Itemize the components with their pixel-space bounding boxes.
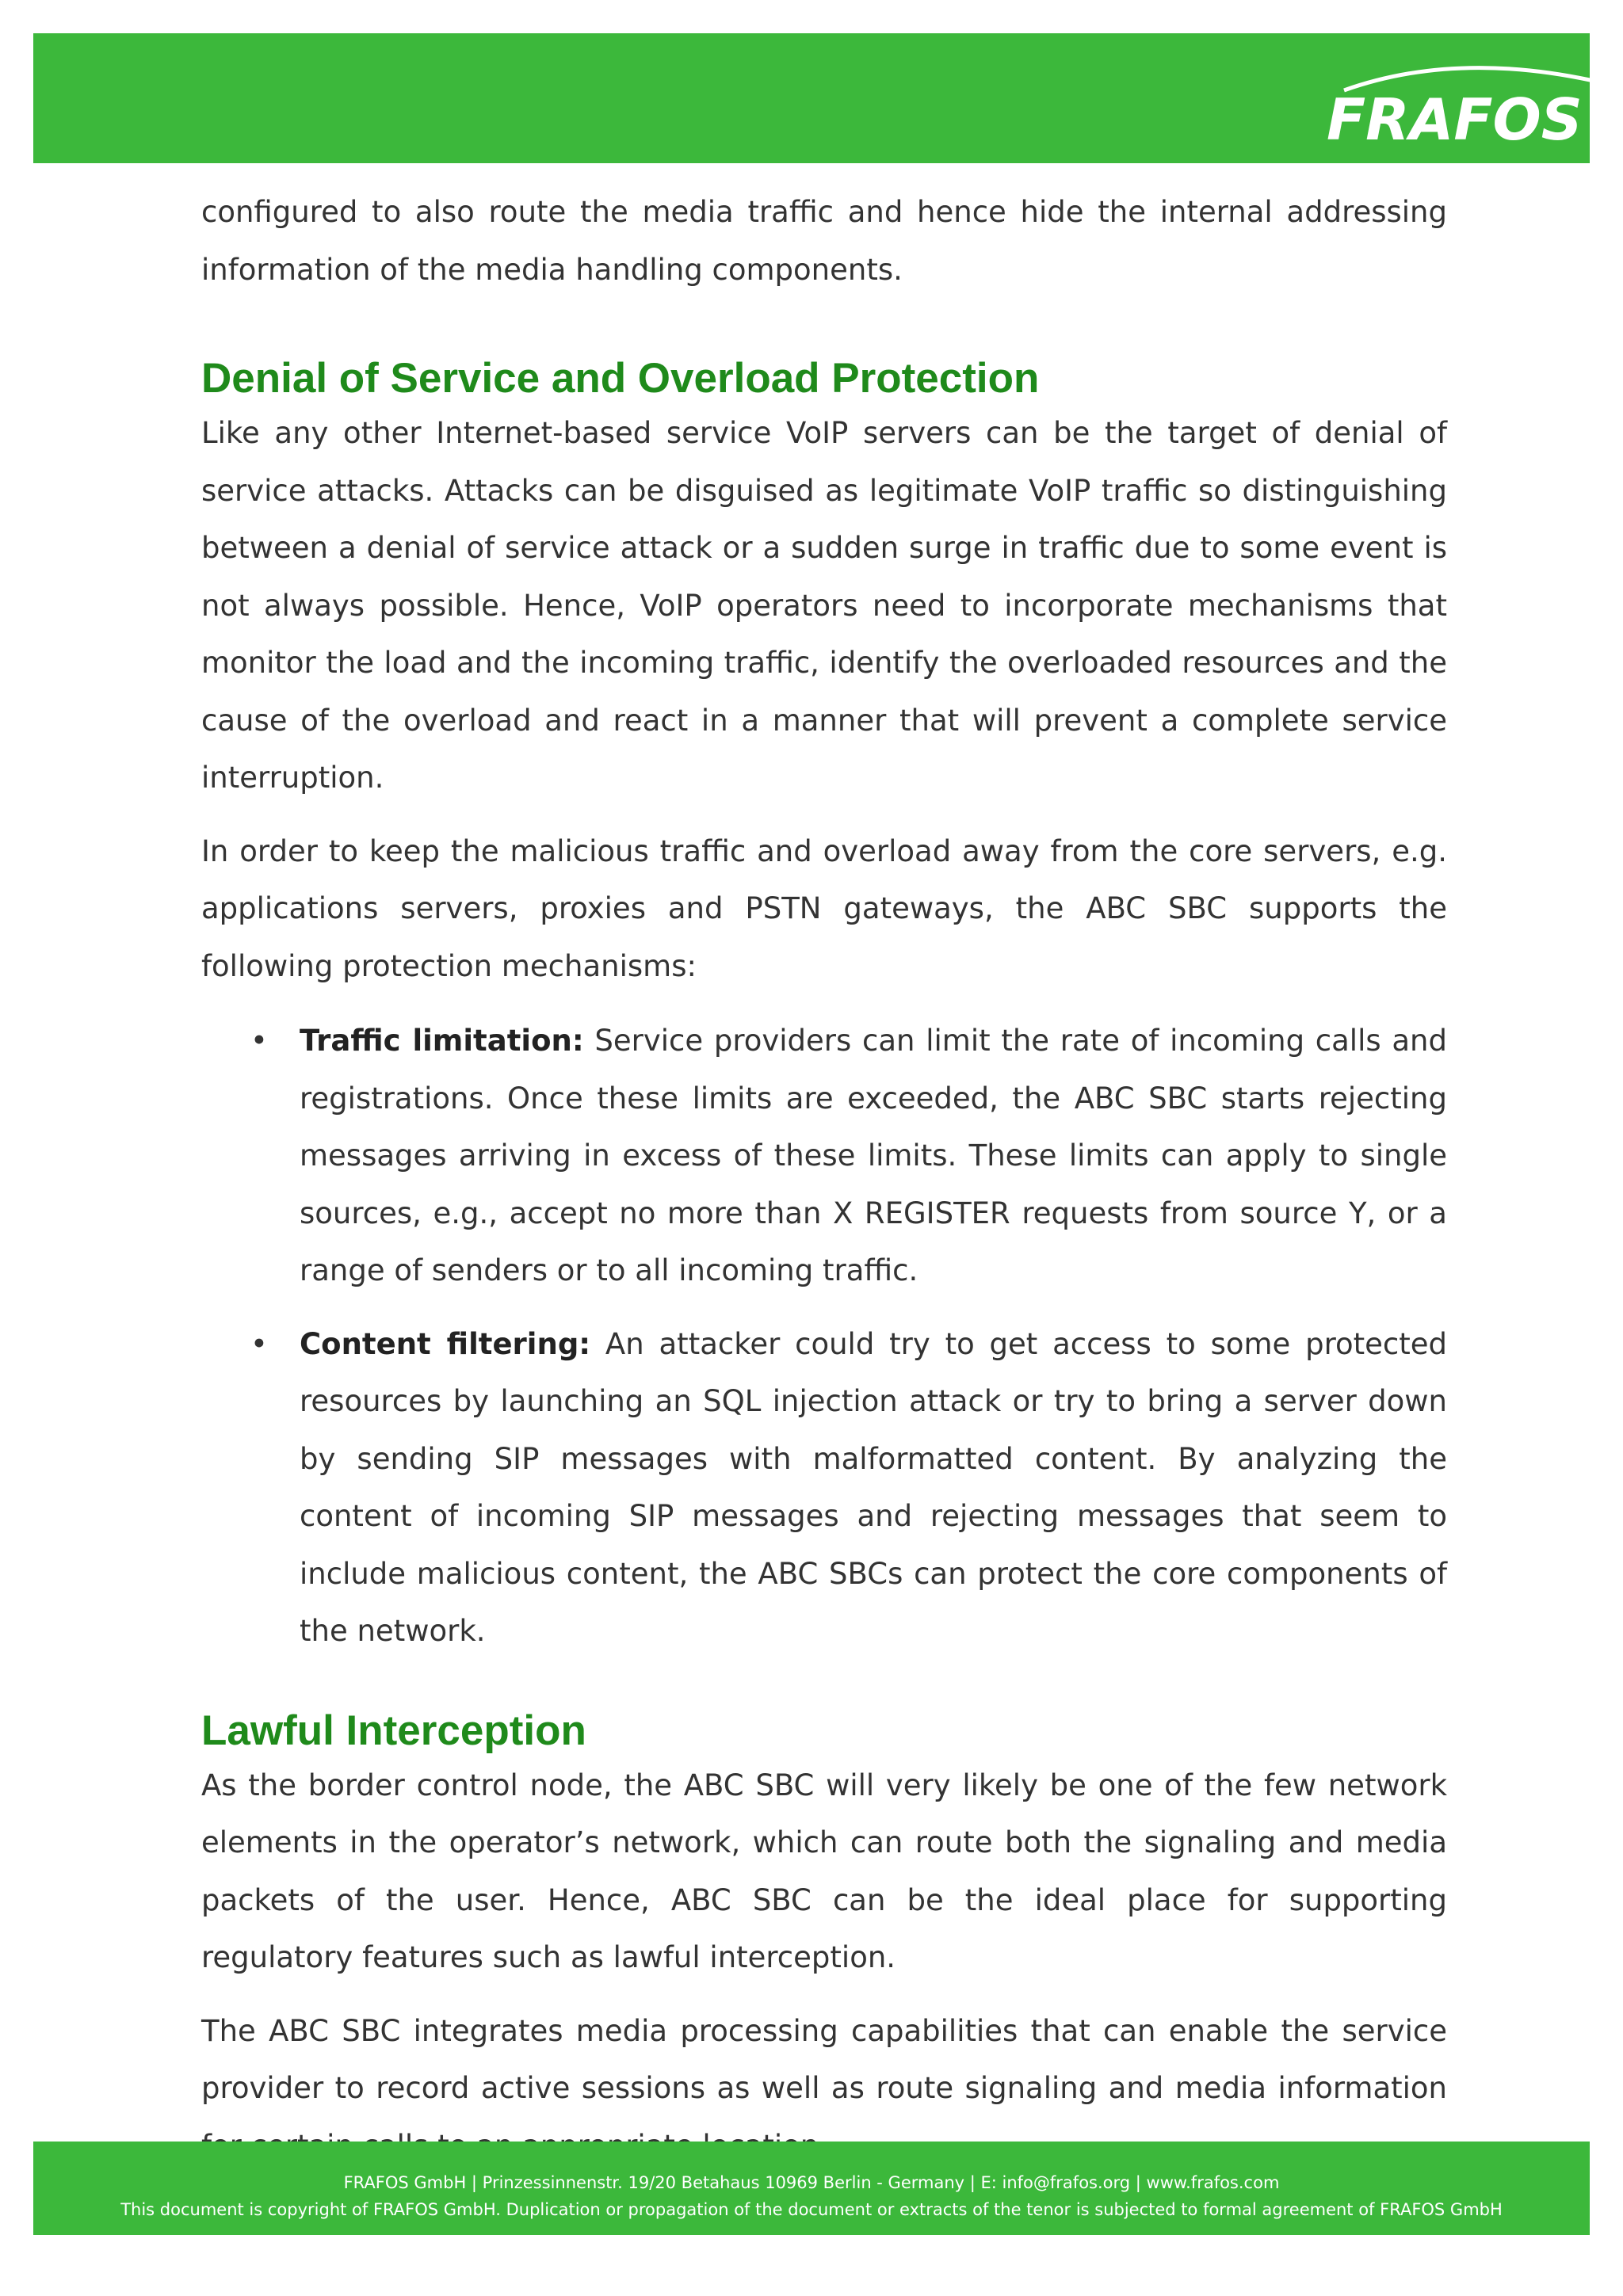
bullet-icon: • — [250, 1326, 268, 1361]
frafos-logo — [1320, 57, 1590, 152]
footer-copyright-line: This document is copyright of FRAFOS GmbH. Duplication or propagation of the document or extracts of the tenor is subjected to formal agreement of FRAFOS GmbH — [120, 2200, 1503, 2219]
heading-denial-of-service: Denial of Service and Overload Protection — [201, 355, 1040, 402]
bullet-term: Traffic limitation: — [300, 1024, 584, 1058]
header-bar — [33, 33, 1590, 163]
dos-paragraph-1: Like any other Internet-based service VoIP servers can be the target of denial of service attacks. Attacks can be disguised as legitimate VoIP traffic so distinguishing between a denial of service attack or a sudden surge in traffic due to some event is not always possible. Hence, VoIP operators need to incorporate mechanisms that monitor the load and the incoming traffic, identify the overloaded resources and the cause of the overload and react in a manner that will prevent a complete service interruption. — [201, 416, 1447, 795]
bullet-text: Service providers can limit the rate of incoming calls and registrations. Once these limits are exceeded, the ABC SBC starts rejecting messages arriving in excess of these limits. These limits can apply to single sources, e.g., accept no more than X REGISTER requests from source Y, or a range of senders or to all incoming traffic. — [300, 1024, 1447, 1287]
intro-paragraph: configured to also route the media traffic and hence hide the internal addressing information of the media handling components. — [201, 195, 1447, 287]
li-paragraph-2: The ABC SBC integrates media processing capabilities that can enable the service provider to record active sessions as well as route signaling and media information — [201, 2013, 1447, 2105]
list-item-content-filtering — [201, 1316, 1447, 1661]
heading-lawful-interception: Lawful Interception — [201, 1707, 586, 1754]
bullet-text: An attacker could try to get access to some protected resources by launching an SQL injection attack or try to bring a server down by sending SIP messages with malformatted content. By analyzing the content of incoming SIP messages and rejecting messages that seem to include malicious content, the ABC SBCs can protect the core components of the network. — [300, 1326, 1448, 1648]
protection-mechanisms-list — [201, 1013, 1447, 1661]
footer-contact-line: FRAFOS GmbH | Prinzessinnenstr. 19/20 Betahaus 10969 Berlin - Germany | E: info@frafos.org | www.frafos.com — [343, 2173, 1280, 2192]
list-item-traffic-limitation — [201, 1013, 1447, 1300]
footer-bar — [33, 2142, 1590, 2235]
bullet-icon: • — [250, 1024, 268, 1058]
li-paragraph-1: As the border control node, the ABC SBC will very likely be one of the few network elements in the operator’s network, which can route both the signaling and media packets of the user. Hence, ABC SBC can be the ideal place for supporting regulatory features such as lawful interception. — [201, 1768, 1447, 1974]
dos-paragraph-2: In order to keep the malicious traffic and overload away from the core servers, e.g. applications servers, proxies and PSTN gateways, the ABC SBC supports the following protection mechanisms: — [201, 833, 1447, 983]
bullet-term: Content filtering: — [300, 1326, 591, 1361]
document-body — [201, 184, 1447, 2175]
logo-wordmark: FRAFOS — [1327, 86, 1583, 152]
